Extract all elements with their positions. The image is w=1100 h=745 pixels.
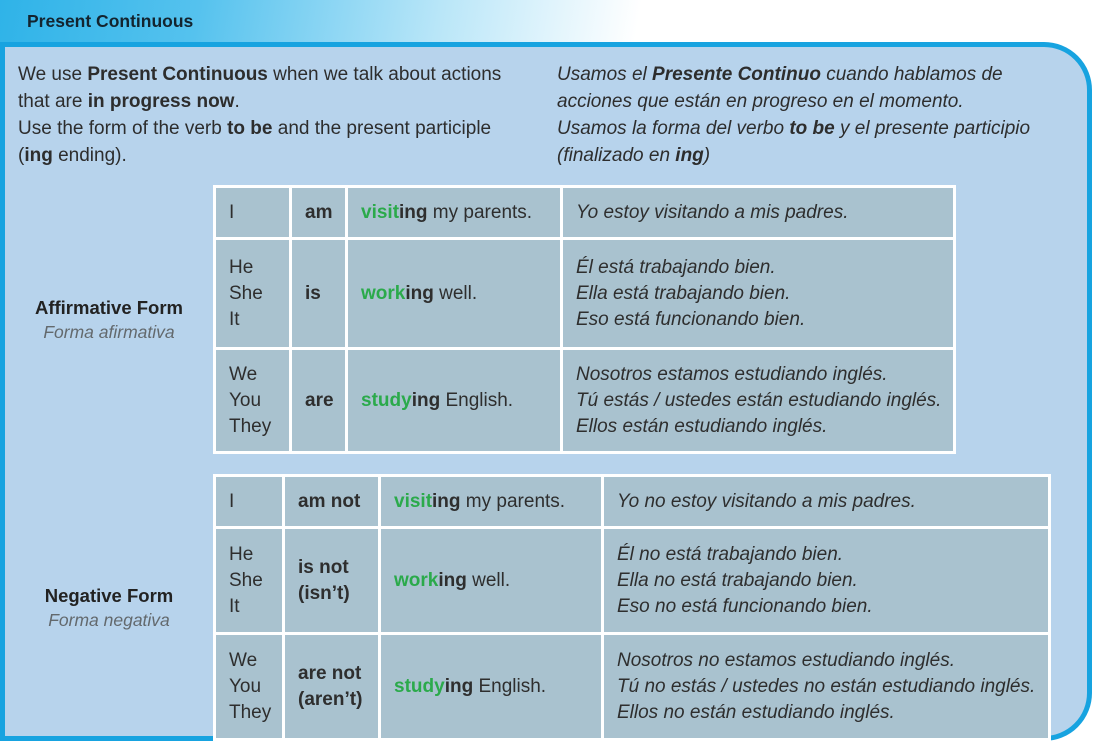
content-panel (0, 42, 1092, 741)
pronoun: He (229, 543, 254, 565)
be-form-contraction: (aren’t) (298, 688, 363, 710)
intro-spanish (557, 61, 1030, 169)
pronoun: I (229, 490, 235, 512)
be-form-contraction: (isn’t) (298, 582, 350, 604)
intro-text: . (234, 91, 240, 112)
verb-suffix: ing (432, 490, 461, 512)
translation-line: Él no está trabajando bien. (617, 543, 844, 565)
be-verb-cell (292, 350, 345, 451)
pronoun: They (229, 415, 272, 437)
translation-cell (563, 188, 953, 237)
verb-phrase-cell (348, 188, 560, 237)
pronoun-cell (216, 635, 282, 738)
text-line (18, 142, 538, 169)
section-sublabel: Forma negativa (48, 609, 170, 630)
translation-line: Él está trabajando bien. (576, 256, 776, 278)
intro-text: ( (18, 145, 25, 166)
section-negative (5, 474, 1087, 741)
verb-stem: study (361, 389, 412, 411)
intro-text-bold: to be (789, 118, 835, 139)
verb-rest: my parents. (460, 490, 566, 512)
verb-phrase-cell (381, 635, 601, 738)
pronoun-cell (216, 477, 282, 526)
intro-text: We use (18, 64, 88, 85)
translation-cell (604, 635, 1048, 738)
pronoun: I (229, 201, 235, 223)
text-line (557, 142, 1030, 169)
verb-phrase-cell (348, 350, 560, 451)
section-label-block (5, 297, 213, 343)
table-row (216, 635, 1048, 738)
pronoun-cell (216, 529, 282, 632)
page-title: Present Continuous (27, 11, 194, 31)
verb-suffix: ing (399, 201, 428, 223)
be-form: is (305, 282, 321, 304)
translation-cell (563, 350, 953, 451)
pronoun: It (229, 308, 240, 330)
be-form: am not (298, 490, 361, 512)
verb-phrase-cell (348, 240, 560, 347)
translation-cell (604, 529, 1048, 632)
translation-cell (563, 240, 953, 347)
translation-line: Ellos no están estudiando inglés. (617, 701, 895, 723)
translation-line: Ellos están estudiando inglés. (576, 415, 828, 437)
intro-section (5, 47, 1087, 169)
intro-text: and the present participle (272, 118, 492, 139)
intro-text: Use the form of the verb (18, 118, 228, 139)
translation-line: Eso está funcionando bien. (576, 308, 806, 330)
verb-suffix: ing (411, 389, 441, 411)
pronoun-cell (216, 350, 289, 451)
intro-text: acciones que están en progreso en el momento. (557, 91, 964, 112)
verb-rest: well. (466, 569, 511, 591)
text-line (18, 61, 538, 88)
verb-stem: study (394, 675, 445, 697)
intro-text: Usamos el (557, 64, 653, 85)
verb-rest: English. (440, 389, 514, 411)
be-form: are (305, 389, 334, 411)
intro-text: (finalizado en (557, 145, 676, 166)
pronoun: He (229, 256, 254, 278)
intro-text: y el presente participio (834, 118, 1031, 139)
translation-line: Eso no está funcionando bien. (617, 595, 873, 617)
be-verb-cell (285, 635, 378, 738)
text-line (557, 115, 1030, 142)
verb-suffix: ing (444, 675, 474, 697)
text-line (18, 88, 538, 115)
text-line (557, 61, 1030, 88)
pronoun: She (229, 282, 263, 304)
be-form: am (305, 201, 333, 223)
intro-text: Usamos la forma del verbo (557, 118, 790, 139)
table-row (216, 188, 953, 237)
pronoun: We (229, 363, 258, 385)
intro-text-bold: Present Continuous (87, 64, 268, 85)
verb-rest: English. (473, 675, 547, 697)
pronoun: You (229, 389, 262, 411)
be-verb-cell (292, 240, 345, 347)
translation-line: Nosotros no estamos estudiando inglés. (617, 649, 955, 671)
verb-rest: well. (433, 282, 478, 304)
intro-text: when we talk about actions (267, 64, 502, 85)
translation-cell (604, 477, 1048, 526)
intro-text: ending). (52, 145, 127, 166)
translation-line: Tú no estás / ustedes no están estudiando inglés. (617, 675, 1036, 697)
section-affirmative (5, 185, 1087, 454)
verb-stem: work (361, 282, 406, 304)
translation-line: Nosotros estamos estudiando inglés. (576, 363, 888, 385)
translation-line: Yo no estoy visitando a mis padres. (617, 490, 916, 512)
intro-text-bold: ing (24, 145, 53, 166)
section-label: Negative Form (44, 584, 174, 606)
pronoun: You (229, 675, 262, 697)
text-line (557, 88, 1030, 115)
verb-phrase-cell (381, 477, 601, 526)
section-label-block (5, 585, 213, 631)
verb-phrase-cell (381, 529, 601, 632)
verb-stem: visit (361, 201, 400, 223)
intro-text-bold: Presente Continuo (652, 64, 821, 85)
be-form: is not (298, 556, 349, 578)
header-band (0, 0, 1100, 42)
verb-stem: visit (394, 490, 433, 512)
be-verb-cell (292, 188, 345, 237)
verb-rest: my parents. (427, 201, 533, 223)
intro-text-bold: to be (227, 118, 273, 139)
be-form: are not (298, 662, 362, 684)
be-verb-cell (285, 477, 378, 526)
pronoun: They (229, 701, 272, 723)
pronoun: We (229, 649, 258, 671)
text-line (18, 115, 538, 142)
verb-suffix: ing (438, 569, 467, 591)
pronoun-cell (216, 188, 289, 237)
table-row (216, 350, 953, 451)
intro-text-bold: ing (675, 145, 704, 166)
section-label: Affirmative Form (34, 296, 184, 318)
section-sublabel: Forma afirmativa (43, 321, 175, 342)
negative-table (213, 474, 1051, 741)
table-row (216, 240, 953, 347)
intro-text: cuando hablamos de (820, 64, 1003, 85)
intro-text-bold: in progress now (87, 91, 235, 112)
translation-line: Ella está trabajando bien. (576, 282, 791, 304)
intro-text: ) (703, 145, 711, 166)
table-row (216, 477, 1048, 526)
intro-english (18, 61, 538, 169)
translation-line: Yo estoy visitando a mis padres. (576, 201, 849, 223)
intro-text: that are (18, 91, 88, 112)
affirmative-table (213, 185, 956, 454)
pronoun: She (229, 569, 263, 591)
translation-line: Tú estás / ustedes están estudiando inglés. (576, 389, 942, 411)
verb-stem: work (394, 569, 439, 591)
verb-suffix: ing (405, 282, 434, 304)
pronoun: It (229, 595, 240, 617)
be-verb-cell (285, 529, 378, 632)
pronoun-cell (216, 240, 289, 347)
table-row (216, 529, 1048, 632)
translation-line: Ella no está trabajando bien. (617, 569, 858, 591)
